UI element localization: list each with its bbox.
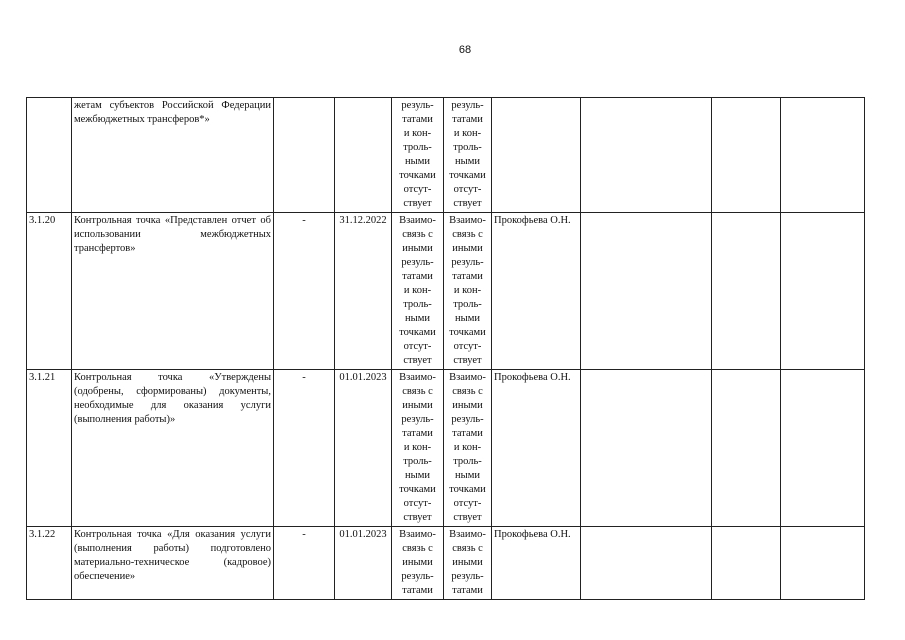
successor-cell: Взаимо- связь с иными резуль- татами и кон- троль- ными точками отсут- ствует [444,213,492,370]
responsible-cell: Прокофьева О.Н. [492,370,581,527]
item-name-cell: Контрольная точка «Утверждены (одобрены, сформированы) документы, необходимые для оказания услуги (выполнения работы)» [72,370,274,527]
item-number-cell [27,98,72,213]
empty-cell [712,527,781,600]
plan-table [26,97,865,600]
end-date-cell: 01.01.2023 [335,527,392,600]
successor-cell: Взаимо- связь с иными резуль- татами и кон- троль- ными точками отсут- ствует [444,370,492,527]
start-date-cell: - [274,527,335,600]
end-date-cell: 01.01.2023 [335,370,392,527]
empty-cell [712,370,781,527]
responsible-cell: Прокофьева О.Н. [492,213,581,370]
end-date-cell: 31.12.2022 [335,213,392,370]
table-row [27,213,865,370]
empty-cell [712,213,781,370]
empty-cell [781,98,865,213]
start-date-cell: - [274,370,335,527]
predecessor-cell: Взаимо- связь с иными резуль- татами и кон- троль- ными точками отсут- ствует [392,370,444,527]
end-date-cell [335,98,392,213]
item-name-cell: Контрольная точка «Представлен отчет об использовании межбюджетных трансфертов» [72,213,274,370]
empty-cell [581,527,712,600]
empty-cell [781,370,865,527]
table-row [27,370,865,527]
start-date-cell: - [274,213,335,370]
item-name-cell: жетам субъектов Российской Федерации межбюджетных трансферов*» [72,98,274,213]
empty-cell [581,98,712,213]
predecessor-cell: резуль- татами и кон- троль- ными точками отсут- ствует [392,98,444,213]
item-number-cell: 3.1.21 [27,370,72,527]
empty-cell [781,527,865,600]
empty-cell [581,213,712,370]
item-name-cell: Контрольная точка «Для оказания услуги (выполнения работы) подготовлено материально-техническое (кадровое) обеспечение» [72,527,274,600]
successor-cell: Взаимо- связь с иными резуль- татами [444,527,492,600]
empty-cell [581,370,712,527]
empty-cell [781,213,865,370]
item-number-cell: 3.1.22 [27,527,72,600]
predecessor-cell: Взаимо- связь с иными резуль- татами [392,527,444,600]
table-row [27,98,865,213]
predecessor-cell: Взаимо- связь с иными резуль- татами и кон- троль- ными точками отсут- ствует [392,213,444,370]
successor-cell: резуль- татами и кон- троль- ными точками отсут- ствует [444,98,492,213]
responsible-cell [492,98,581,213]
empty-cell [712,98,781,213]
responsible-cell: Прокофьева О.Н. [492,527,581,600]
table-row [27,527,865,600]
page-number: 68 [458,44,472,56]
item-number-cell: 3.1.20 [27,213,72,370]
start-date-cell [274,98,335,213]
